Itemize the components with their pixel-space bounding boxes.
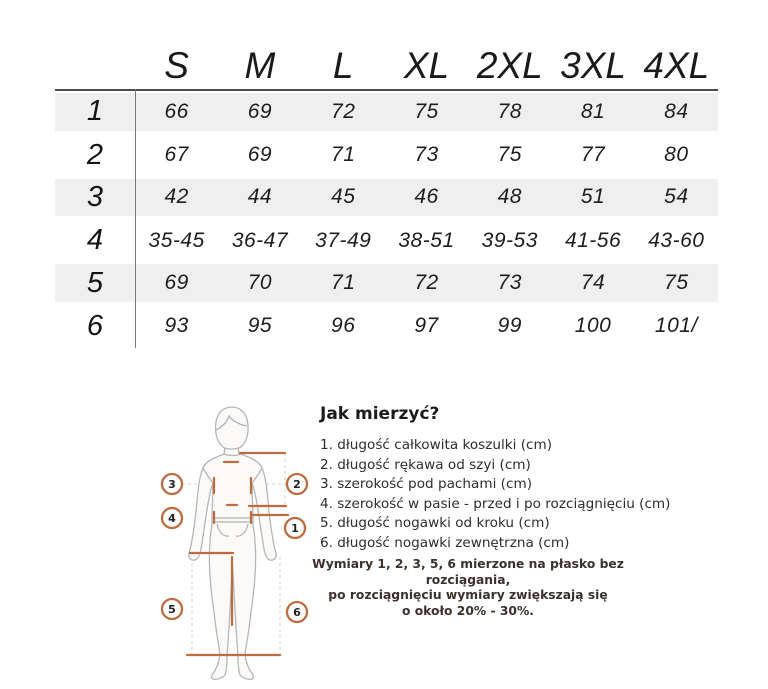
size-value-cell: 69 — [164, 271, 189, 295]
size-value-cell: 75 — [497, 143, 522, 167]
size-value-cell: 80 — [664, 143, 689, 167]
body-outline — [189, 407, 276, 679]
note-line: o około 20% - 30%. — [402, 603, 534, 618]
table-row — [55, 262, 718, 305]
size-value-cell: 78 — [497, 99, 522, 123]
size-value-cell: 99 — [497, 314, 522, 338]
size-value-cell: 70 — [247, 271, 273, 295]
measure-list-item: 6. długość nogawki zewnętrzna (cm) — [320, 534, 570, 551]
size-value-cell: 36-47 — [231, 228, 289, 252]
size-value-cell: 81 — [580, 99, 606, 123]
measure-list-item: 3. szerokość pod pachami (cm) — [320, 476, 532, 493]
size-value-cell: 74 — [580, 271, 606, 295]
measure-list-item: 2. długość rękawa od szyi (cm) — [320, 456, 531, 473]
measure-guide-list — [320, 436, 670, 554]
size-column-header: S — [164, 45, 189, 86]
size-value-cell: 93 — [164, 314, 189, 338]
size-value-cell: 73 — [497, 271, 522, 295]
table-row — [55, 91, 718, 134]
size-value-cell: 54 — [664, 185, 689, 209]
marker-6 — [287, 602, 307, 622]
label-column-divider — [135, 89, 136, 348]
table-row — [55, 134, 718, 177]
size-column-header: 2XL — [476, 45, 543, 86]
size-value-cell: 75 — [664, 271, 689, 295]
size-value-cell: 45 — [331, 185, 356, 209]
size-value-cell: 69 — [247, 143, 273, 167]
size-value-cell: 73 — [414, 143, 439, 167]
size-value-cell: 39-53 — [481, 228, 538, 252]
size-value-cell: 38-51 — [398, 228, 455, 252]
size-column-header: L — [332, 45, 354, 86]
size-value-cell: 75 — [414, 99, 439, 123]
measure-guide-heading: Jak mierzyć? — [320, 404, 440, 424]
size-value-cell: 67 — [164, 143, 189, 167]
size-value-cell: 41-56 — [564, 228, 622, 252]
size-value-cell: 71 — [331, 143, 356, 167]
marker-2 — [287, 474, 307, 494]
size-value-cell: 77 — [580, 143, 606, 167]
row-label: 6 — [86, 309, 104, 342]
size-value-cell: 84 — [664, 99, 689, 123]
size-value-cell: 100 — [574, 314, 612, 338]
row-label: 3 — [86, 180, 104, 213]
size-value-cell: 42 — [164, 185, 189, 209]
note-line: Wymiary 1, 2, 3, 5, 6 mierzone na płasko bez rozciągania, — [312, 557, 624, 587]
marker-5 — [162, 599, 182, 619]
size-value-cell: 97 — [414, 314, 439, 338]
size-column-header: M — [244, 45, 276, 86]
size-table-header — [55, 45, 718, 91]
size-value-cell: 46 — [414, 185, 439, 209]
marker-1-number: 1 — [291, 522, 299, 535]
size-value-cell: 43-60 — [648, 228, 705, 252]
size-value-cell: 71 — [331, 271, 356, 295]
marker-2-number: 2 — [293, 478, 301, 491]
table-row — [55, 219, 718, 262]
size-value-cell: 48 — [497, 185, 522, 209]
measurement-diagram — [150, 396, 320, 686]
marker-4 — [162, 508, 182, 528]
measure-list-item: 5. długość nogawki od kroku (cm) — [320, 515, 550, 532]
size-column-header: 4XL — [643, 45, 710, 86]
size-column-header: 3XL — [560, 45, 626, 86]
size-value-cell: 95 — [247, 314, 273, 338]
size-value-cell: 69 — [247, 99, 273, 123]
size-value-cell: 66 — [164, 99, 189, 123]
size-value-cell: 72 — [414, 271, 439, 295]
row-label: 4 — [86, 224, 104, 257]
size-value-cell: 101/ — [654, 314, 698, 338]
size-value-cell: 37-49 — [315, 228, 372, 252]
size-value-cell: 35-45 — [148, 228, 205, 252]
size-column-header: XL — [403, 45, 450, 86]
size-table — [55, 45, 718, 348]
size-value-cell: 96 — [331, 314, 356, 338]
measure-list-item: 4. szerokość w pasie - przed i po rozciągnięciu (cm) — [320, 495, 671, 512]
marker-3-number: 3 — [168, 478, 176, 491]
size-value-cell: 44 — [247, 185, 273, 209]
header-spacer — [55, 45, 135, 89]
row-label: 1 — [86, 95, 104, 128]
row-label: 2 — [86, 138, 104, 171]
marker-5-number: 5 — [168, 603, 176, 616]
marker-3 — [162, 474, 182, 494]
note-line: po rozciągnięciu wymiary zwiększają się — [328, 588, 608, 602]
table-row — [55, 305, 718, 348]
size-value-cell: 51 — [580, 185, 606, 209]
marker-1 — [285, 518, 305, 538]
row-label: 5 — [86, 266, 104, 299]
table-row — [55, 177, 718, 220]
size-table-body — [55, 91, 718, 348]
measure-guide-note — [306, 557, 630, 619]
marker-4-number: 4 — [168, 512, 176, 525]
measure-list-item: 1. długość całkowita koszulki (cm) — [320, 437, 553, 453]
marker-6-number: 6 — [293, 606, 301, 619]
size-value-cell: 72 — [331, 99, 356, 123]
